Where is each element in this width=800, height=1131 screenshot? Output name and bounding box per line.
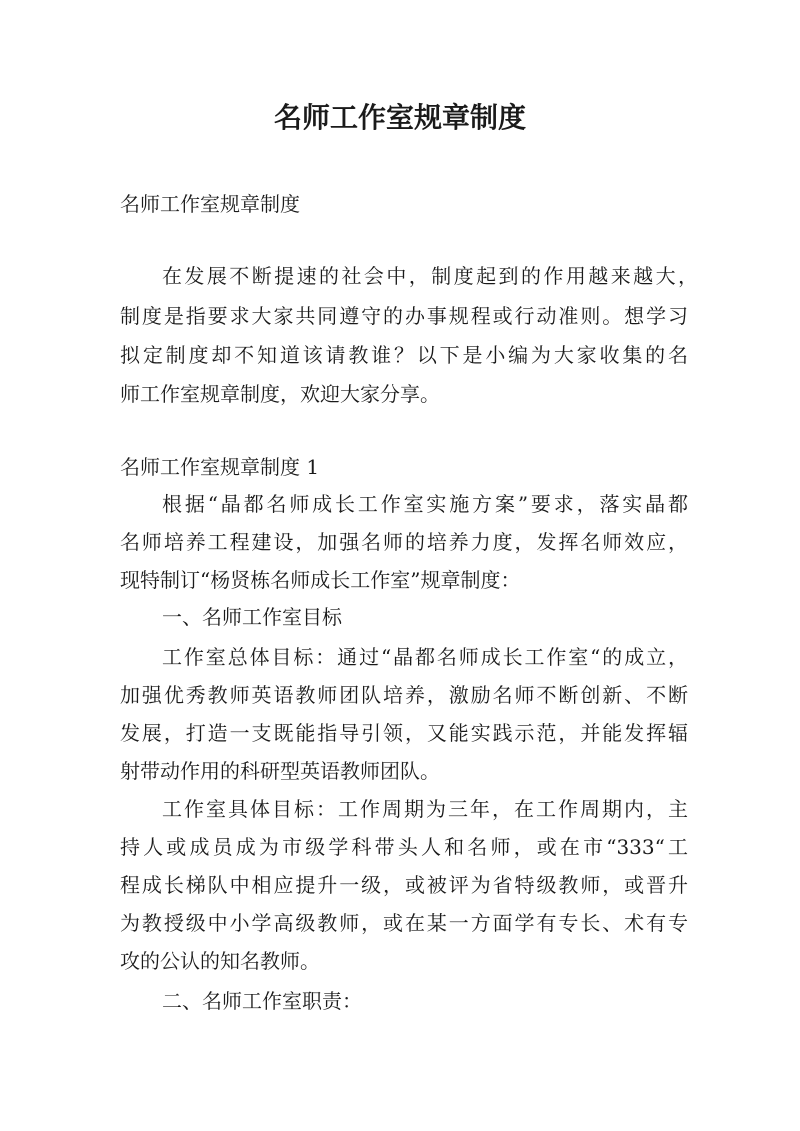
- para3-line-4: 为教授级中小学高级教师，或在某一方面学有专长、术有专: [120, 911, 688, 935]
- para2-line-4: 射带动作用的科研型英语教师团队。: [120, 759, 440, 783]
- document-subtitle: 名师工作室规章制度: [120, 192, 300, 216]
- para3-line-5: 攻的公认的知名教师。: [120, 949, 320, 973]
- intro-line-4: 师工作室规章制度，欢迎大家分享。: [120, 382, 440, 406]
- heading-objectives: 一、名师工作室目标: [162, 605, 342, 629]
- para3-line-2: 持人或成员成为市级学科带头人和名师，或在市“333“工: [120, 835, 688, 859]
- para3-line-1: 工作室具体目标：工作周期为三年，在工作周期内，主: [162, 797, 688, 821]
- para1-line-1: 根据“晶都名师成长工作室实施方案”要求，落实晶都: [162, 492, 688, 516]
- document-title: 名师工作室规章制度: [273, 101, 526, 134]
- para2-line-1: 工作室总体目标：通过“晶都名师成长工作室“的成立，: [162, 645, 688, 669]
- section-heading: 名师工作室规章制度 1: [120, 455, 320, 479]
- para1-line-3: 现特制订“杨贤栋名师成长工作室”规章制度：: [120, 568, 521, 592]
- heading-duties: 二、名师工作室职责：: [162, 989, 362, 1013]
- intro-line-1: 在发展不断提速的社会中，制度起到的作用越来越大，: [162, 264, 698, 288]
- intro-line-2: 制度是指要求大家共同遵守的办事规程或行动准则。想学习: [120, 304, 688, 328]
- para3-line-3: 程成长梯队中相应提升一级，或被评为省特级教师，或晋升: [120, 873, 688, 897]
- para1-line-2: 名师培养工程建设，加强名师的培养力度，发挥名师效应，: [120, 530, 688, 554]
- intro-line-3: 拟定制度却不知道该请教谁？以下是小编为大家收集的名: [120, 343, 688, 367]
- para2-line-2: 加强优秀教师英语教师团队培养，激励名师不断创新、不断: [120, 683, 688, 707]
- para2-line-3: 发展，打造一支既能指导引领，又能实践示范，并能发挥辐: [120, 721, 688, 745]
